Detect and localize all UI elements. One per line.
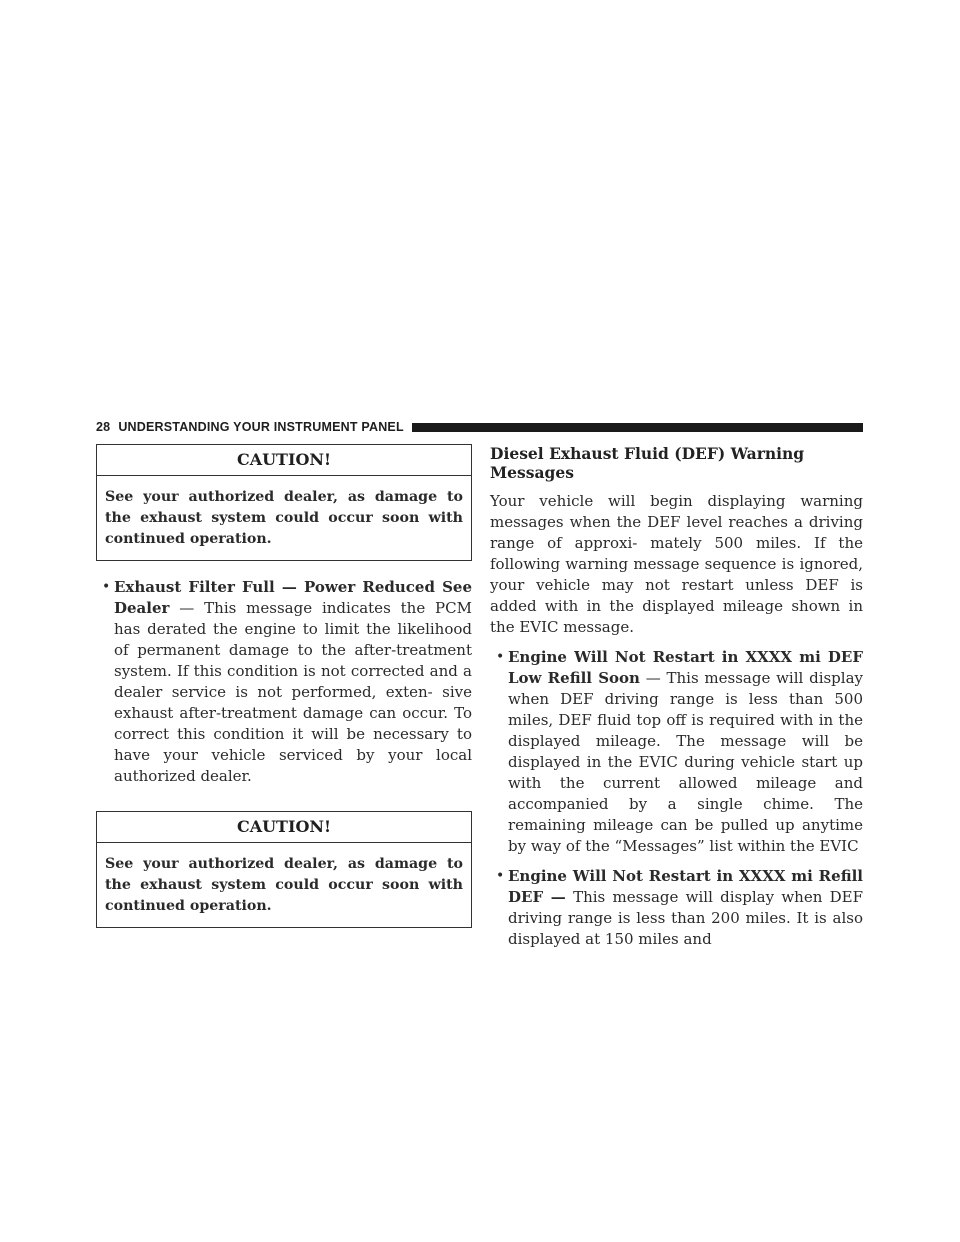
bullet-term: Exhaust Filter Full — Power Reduced See Dealer <box>114 578 472 617</box>
caution-title: CAUTION! <box>97 812 471 843</box>
bullet-text: — This message indicates the PCM has derated the engine to limit the likelihood of permanent damage to the after-treatment system. If this condition is not corrected and a dealer service is not performed, exten- sive exhaust after-treatment damage can occur. To correct this condition it will be necessary to have your vehicle serviced by your local authorized dealer. <box>114 599 472 785</box>
caution-body: See your authorized dealer, as damage to the exhaust system could occur soon with continued operation. <box>105 856 463 914</box>
bullet-exhaust-filter-full <box>96 577 472 787</box>
intro-paragraph: Your vehicle will begin displaying warning messages when the DEF level reaches a driving range of approxi- mately 500 miles. If the following warning message sequence is ignored, your vehicle may not restart unless DEF is added with in the displayed mileage shown in the EVIC message. <box>490 492 863 636</box>
header-rule <box>412 423 863 432</box>
section-heading: Diesel Exhaust Fluid (DEF) Warning Messages <box>490 444 805 482</box>
caution-box-2 <box>96 811 472 928</box>
bullet-dot: • <box>102 579 111 595</box>
bullet-dot: • <box>496 649 505 665</box>
right-column <box>490 444 863 950</box>
bullet-def-low-refill-soon <box>490 647 863 857</box>
caution-title: CAUTION! <box>97 445 471 476</box>
left-column <box>96 444 472 928</box>
section-title: UNDERSTANDING YOUR INSTRUMENT PANEL <box>118 420 404 434</box>
bullet-text: This message will display when DEF driving range is less than 200 miles. It is also displayed at 150 miles and <box>508 888 863 948</box>
caution-box-1 <box>96 444 472 561</box>
bullet-text: — This message will display when DEF driving range is less than 500 miles, DEF fluid top off is required with in the displayed mileage. The message will be displayed in the EVIC during vehicle start up with the current allowed mileage and accompanied by a single chime. The remaining mileage can be pulled up anytime by way of the “Messages” list within the EVIC <box>508 669 863 855</box>
bullet-refill-def <box>490 866 863 950</box>
bullet-dot: • <box>496 868 505 884</box>
page-number: 28 <box>96 420 111 434</box>
bullet-term: Engine Will Not Restart in XXXX mi DEF Low Refill Soon <box>508 648 863 687</box>
bullet-term: Engine Will Not Restart in XXXX mi Refill DEF — <box>508 867 863 906</box>
caution-body: See your authorized dealer, as damage to the exhaust system could occur soon with continued operation. <box>105 489 463 547</box>
page-header <box>96 418 863 436</box>
